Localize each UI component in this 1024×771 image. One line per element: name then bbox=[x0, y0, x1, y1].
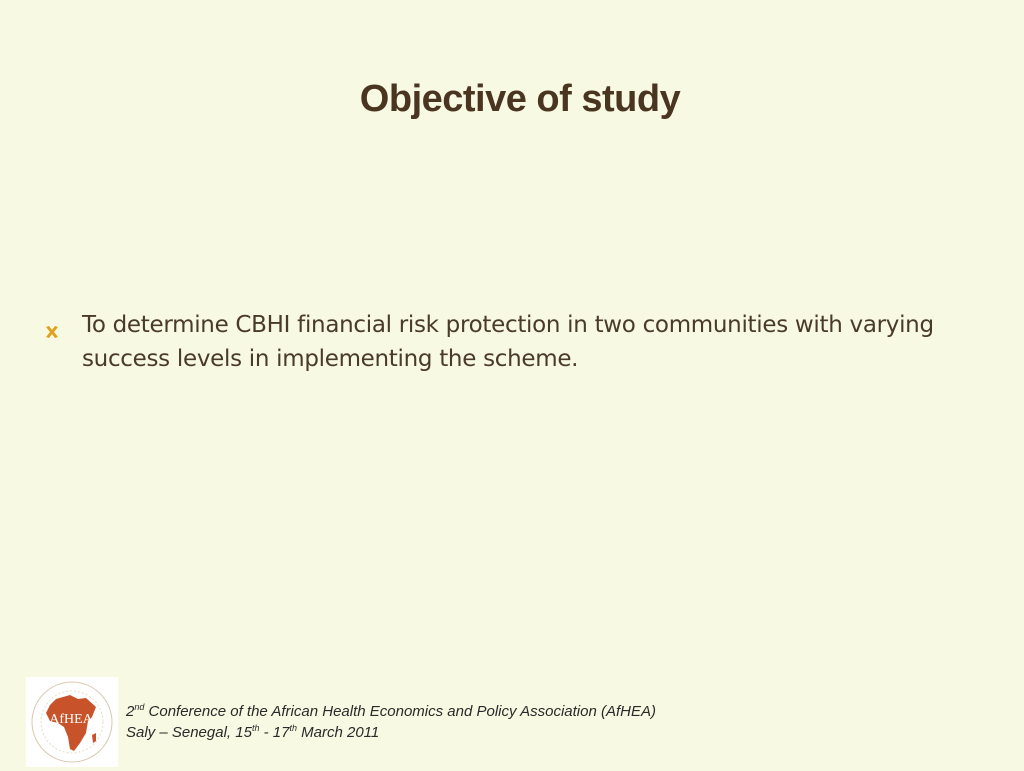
footer-line-2 bbox=[126, 722, 656, 743]
footer-line-2-mid: - 17 bbox=[259, 724, 290, 741]
bullet-text: To determine CBHI financial risk protection in two communities with varying success levels in implementing the scheme. bbox=[82, 312, 934, 372]
cross-bullet-icon bbox=[44, 316, 60, 332]
footer-line-2-sup1: th bbox=[251, 723, 260, 733]
footer-line-1-sup: nd bbox=[134, 702, 145, 712]
logo-text: AfHEA bbox=[49, 712, 93, 727]
slide-title: Objective of study bbox=[359, 78, 681, 120]
footer-text bbox=[126, 701, 656, 743]
afhea-logo-icon bbox=[26, 677, 118, 767]
footer-line-2-prefix: Saly – Senegal, 15 bbox=[126, 724, 252, 741]
footer-line-2-suffix: March 2011 bbox=[296, 724, 380, 741]
footer-line-1-rest: Conference of the African Health Economics and Policy Association (AfHEA) bbox=[144, 703, 656, 720]
footer-line-2-sup2: th bbox=[289, 723, 297, 733]
bullet-item bbox=[44, 308, 1004, 376]
footer bbox=[26, 677, 746, 767]
footer-line-1 bbox=[126, 701, 656, 722]
footer-line-1-num: 2 bbox=[126, 703, 135, 720]
bullet-list bbox=[44, 308, 1004, 376]
